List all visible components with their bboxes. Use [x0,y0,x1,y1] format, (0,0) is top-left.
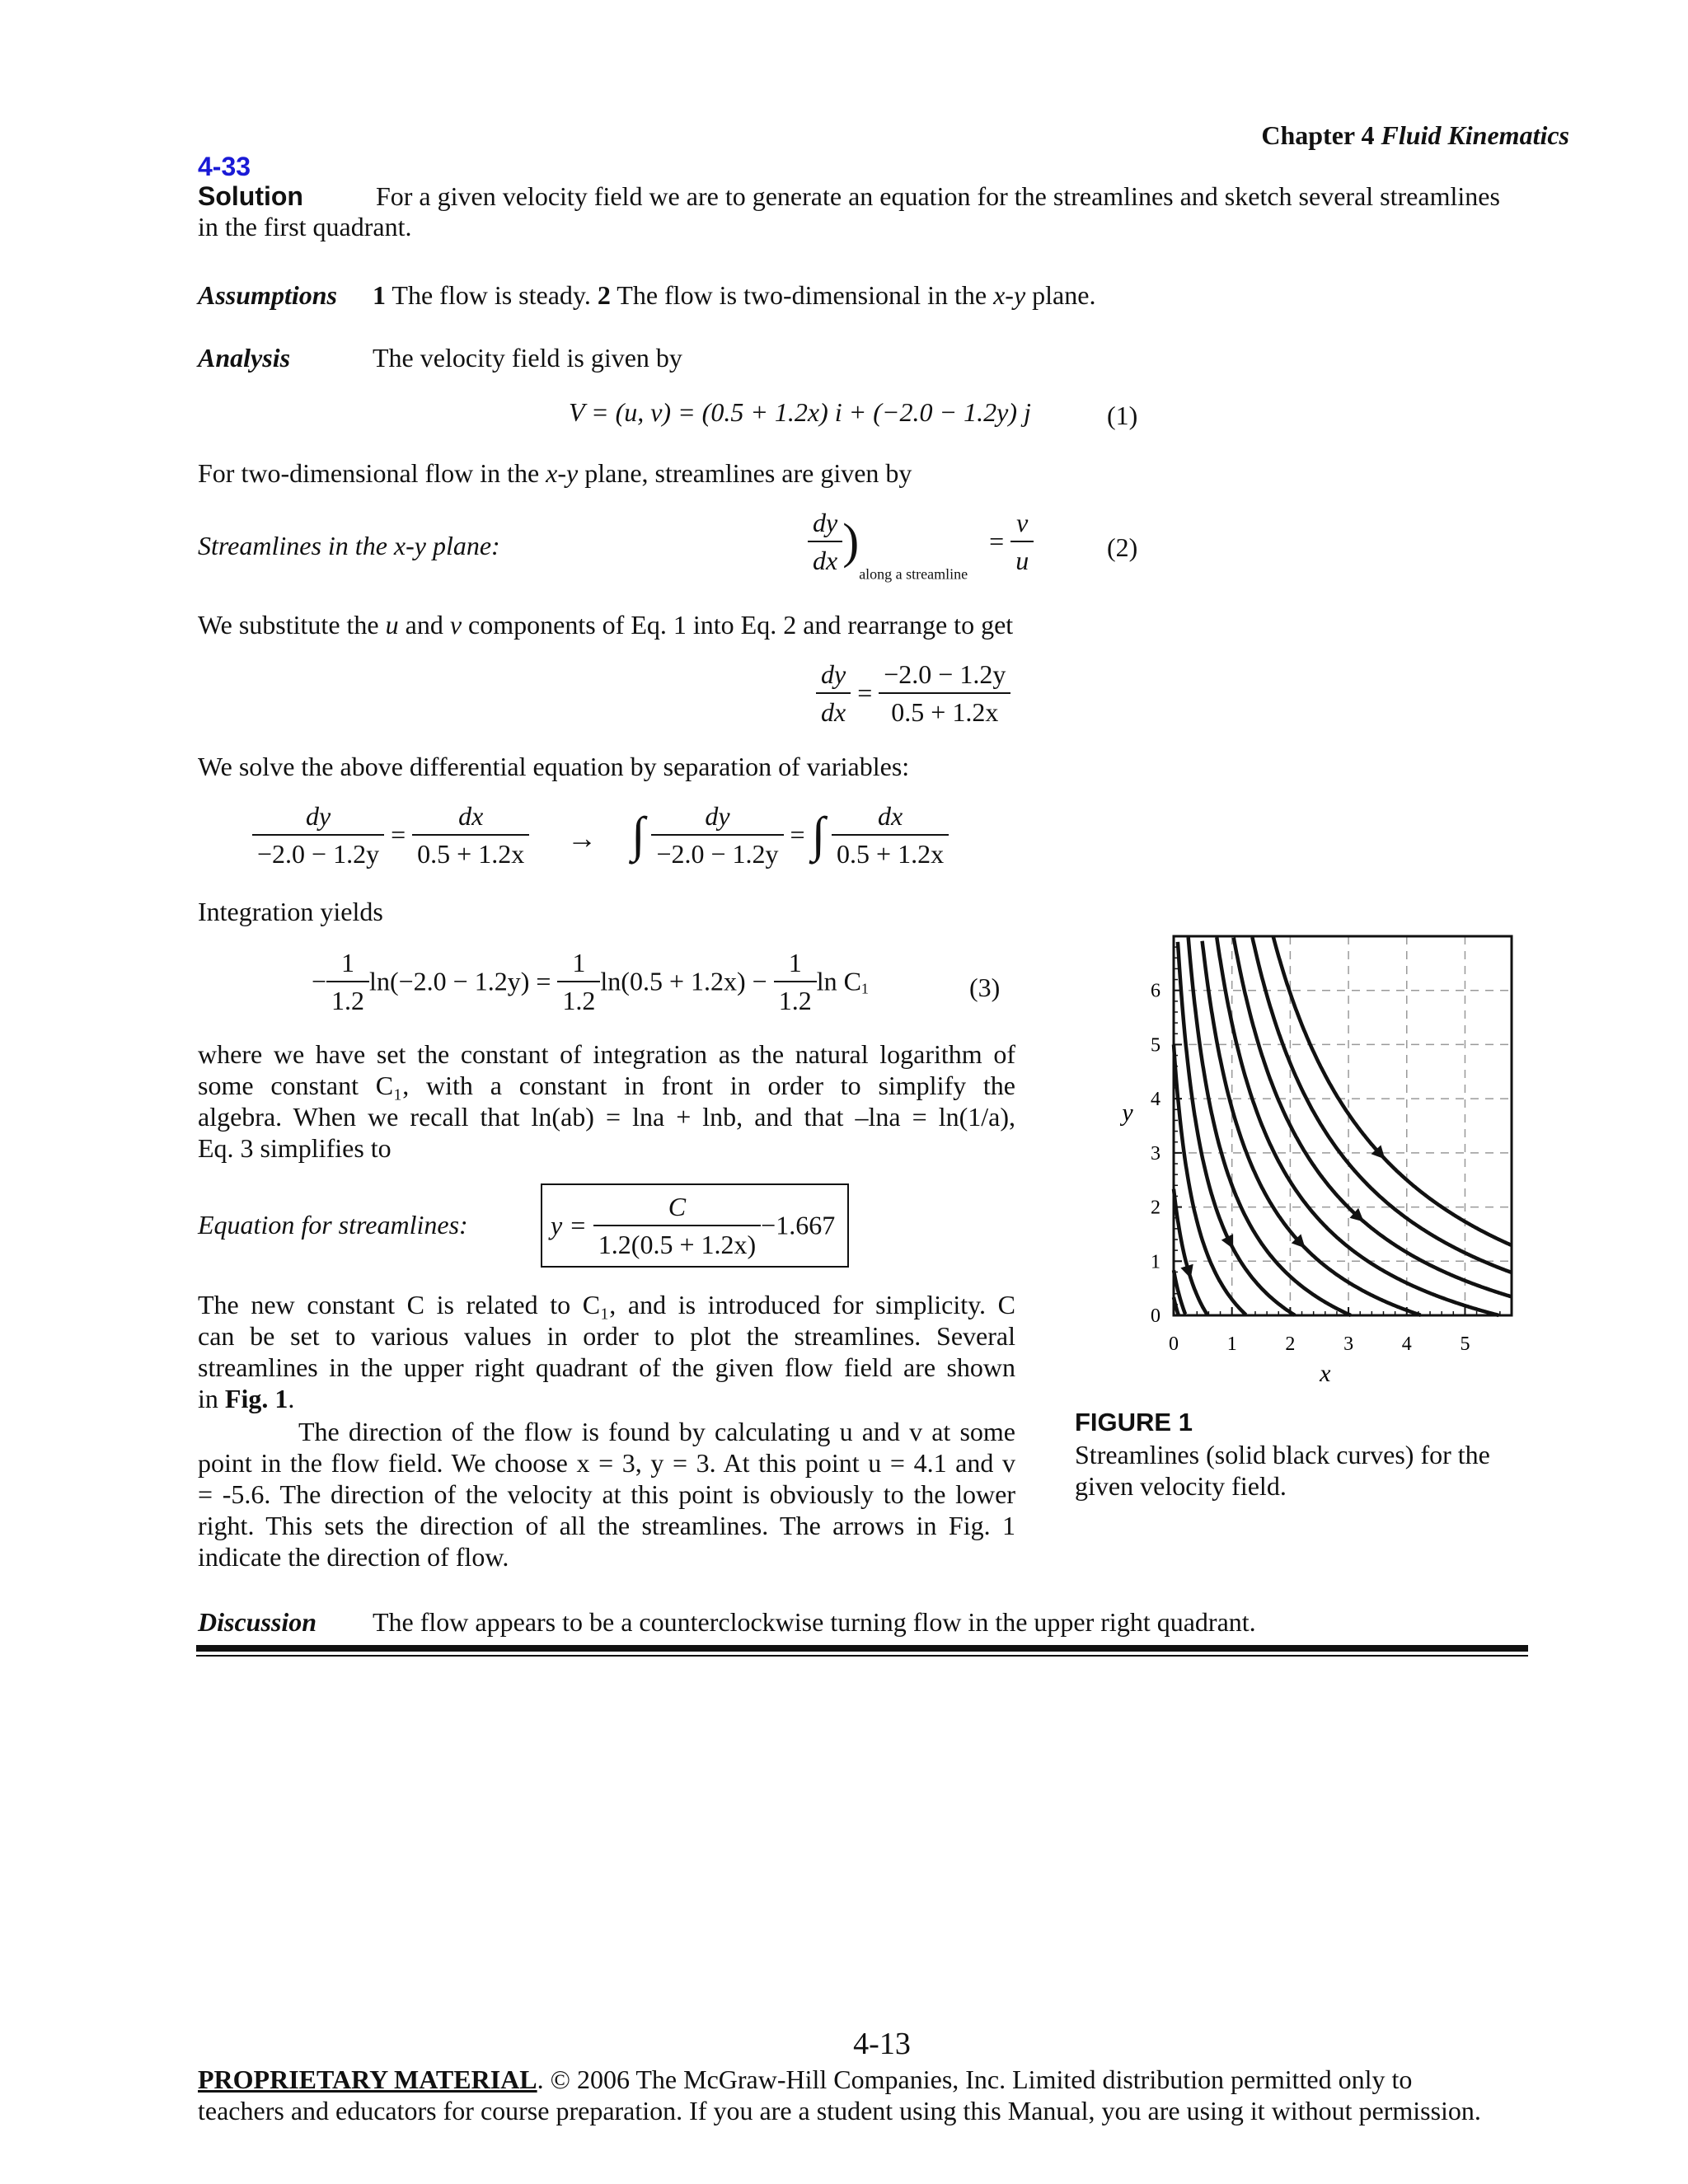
chart-curves [1174,937,1512,1315]
equation-2-equals: = [989,526,1005,556]
problem-number: 4-33 [198,152,251,181]
eq-int-left-num: dy [651,799,783,836]
eq3-frac-2-num: 1 [557,946,600,982]
streamline-curve [1189,937,1351,1315]
substitute-a: We substitute the [198,610,386,640]
final-eq-den: 1.2(0.5 + 1.2x) [598,1230,757,1259]
eq-sub-equals: = [857,677,873,708]
solution-block [198,181,1569,242]
streamline-curve [1203,941,1421,1315]
constant-line-2: can be set to various values in order to plot the streamlines. Several [198,1321,1015,1351]
equation-2-rhs-den: u [1015,546,1029,575]
substitute-b: and [398,610,450,640]
chart-ticks [1151,936,1512,1355]
substitute-c: components of Eq. 1 into Eq. 2 and rearrange to get [462,610,1014,640]
analysis-label: Analysis [198,343,291,373]
final-eq-frac [593,1190,761,1261]
eq-sub-lhs [816,658,851,729]
streamline-curve [1174,1045,1246,1315]
constant-line-1: The new constant C is related to C₁, and is introduced for simplicity. C [198,1290,1015,1319]
section-divider [196,1645,1528,1652]
assumption-1-number: 1 [373,280,386,310]
equation-integral [631,799,949,870]
footer-notice [198,2064,1569,2126]
streamline-intro-c: plane, streamlines are given by [578,458,912,488]
footer-line-1 [198,2064,1569,2095]
x-tick-label: 0 [1169,1333,1179,1355]
substitute-u: u [385,610,399,640]
assumption-2-number: 2 [597,280,611,310]
solution-text-cont: in the first quadrant. [198,212,412,241]
equation-2-lhs [808,506,842,577]
where-line-1: where we have set the constant of integration as the natural logarithm of [198,1039,1015,1069]
eq3-frac-3-den: 1.2 [778,986,812,1015]
eq3-frac-3 [774,946,817,1017]
eq-sub-lhs-num: dy [816,658,851,694]
eq-sub-rhs-den: 0.5 + 1.2x [891,697,999,727]
eq-int-left [651,799,783,870]
assumptions-text [373,280,1095,311]
assumptions [198,280,1096,311]
assumption-2-plane: x-y [993,280,1026,310]
section-divider-thin [196,1655,1528,1657]
eq3-frac-1-den: 1.2 [331,986,365,1015]
direction-paragraph [198,1416,1015,1572]
equation-1: V = (u, v) = (0.5 + 1.2x) i + (−2.0 − 1.2y) j [569,397,1031,427]
integral-sign-1: ∫ [631,807,645,862]
final-equation-label: Equation for streamlines: [198,1210,468,1240]
eq-sep-equals: = [391,819,406,850]
constant-paragraph [198,1289,1015,1414]
solution-text: For a given velocity field we are to generate an equation for the streamlines and sketch several streamlines [375,181,1500,211]
eq-int-right-den: 0.5 + 1.2x [837,839,945,869]
where-line-4: Eq. 3 simplifies to [198,1133,392,1163]
final-eq-num: C [593,1190,761,1226]
streamline-curve [1252,937,1512,1272]
y-tick-label: 6 [1151,980,1160,1002]
streamline-curve [1273,937,1512,1245]
constant-line-3: streamlines in the upper right quadrant of the given flow field are shown [198,1352,1015,1382]
eq-int-equals: = [790,819,805,850]
page-number: 4-13 [853,2027,911,2061]
eq3-frac-2 [557,946,600,1017]
figure-reference: Fig. 1 [224,1384,288,1413]
equation-2-number: (2) [1107,532,1138,562]
equation-separated [252,799,529,870]
direction-line-3: = -5.6. The direction of the velocity at this point is obviously to the lower [198,1479,1015,1509]
integration-text: Integration yields [198,897,383,926]
eq-sep-right-num: dx [412,799,529,836]
direction-line-1: The direction of the flow is found by calculating u and v at some [298,1417,1015,1446]
equation-3-number: (3) [969,972,1001,1002]
figure-caption-line-2: given velocity field. [1075,1471,1287,1501]
streamline-intro-plane: x-y [546,458,579,488]
proprietary-label: PROPRIETARY MATERIAL [198,2064,537,2094]
direction-line-4: right. This sets the direction of all the streamlines. The arrows in Fig. 1 [198,1511,1015,1540]
y-tick-label: 0 [1151,1305,1160,1327]
where-line-3: algebra. When we recall that ln(ab) = lna + lnb, and that –lna = ln(1/a), [198,1102,1015,1132]
x-tick-label: 3 [1343,1333,1354,1355]
final-eq-tail: −1.667 [761,1210,836,1240]
final-equation-box [541,1183,849,1268]
figure-caption-line-1: Streamlines (solid black curves) for the [1075,1440,1490,1469]
eq3-frac-1-num: 1 [326,946,369,982]
assumption-2: The flow is two-dimensional in the [610,280,994,310]
eq-sep-left-den: −2.0 − 1.2y [257,839,380,869]
equation-2-paren: ) [842,513,860,569]
equation-2-lhs-den: dx [813,546,838,575]
equation-3 [312,946,869,1017]
constant-line-4 [198,1383,1015,1414]
final-eq-lhs: y = [551,1210,587,1240]
y-tick-label: 3 [1151,1142,1160,1165]
streamline-chart [1104,923,1533,1385]
chapter-title: Fluid Kinematics [1381,120,1569,150]
x-tick-label: 2 [1285,1333,1296,1355]
discussion [198,1607,1256,1638]
eq3-frac-3-num: 1 [774,946,817,982]
analysis-text: The velocity field is given by [373,343,682,373]
constant-line-4-a: in [198,1384,225,1413]
equation-2 [808,506,1034,583]
equation-substituted [816,658,1010,729]
solution-label: Solution [198,181,303,211]
analysis [198,343,682,373]
substitute-v: v [449,610,462,640]
assumption-1: The flow is steady. [386,280,598,310]
separation-text: We solve the above differential equation by separation of variables: [198,752,910,781]
assumptions-label: Assumptions [198,280,337,310]
equation-1-number: (1) [1107,401,1138,430]
substitute-text [198,610,1013,640]
eq-sep-left [252,799,384,870]
eq3-frac-2-den: 1.2 [562,986,596,1015]
eq-sub-rhs-num: −2.0 − 1.2y [879,658,1010,694]
y-tick-label: 2 [1151,1197,1160,1219]
eq3-subscript: 1 [860,980,869,997]
eq-int-right-num: dx [832,799,949,836]
arrow-icon: → [567,822,597,855]
eq-int-left-den: −2.0 − 1.2y [656,839,779,869]
eq3-term-1: ln(−2.0 − 1.2y) = [369,966,551,996]
eq-sub-lhs-den: dx [821,697,846,727]
streamline-curve [1234,938,1512,1297]
direction-line-5: indicate the direction of flow. [198,1542,509,1572]
y-tick-label: 1 [1151,1251,1160,1273]
x-tick-label: 4 [1401,1333,1412,1355]
where-paragraph [198,1038,1015,1164]
streamline-intro [198,458,912,489]
discussion-text: The flow appears to be a counterclockwise turning flow in the upper right quadrant. [373,1607,1256,1637]
y-axis-label: y [1122,1099,1133,1127]
eq3-minus: − [312,966,327,996]
discussion-label: Discussion [198,1607,317,1637]
equation-2-rhs [1010,506,1034,577]
equation-2-label: Streamlines in the x-y plane: [198,531,500,560]
direction-line-2: point in the flow field. We choose x = 3, y = 3. At this point u = 4.1 and v [198,1448,1015,1478]
footer-text-1: . © 2006 The McGraw-Hill Companies, Inc. Limited distribution permitted only to [537,2064,1413,2094]
integral-sign-2: ∫ [811,807,826,862]
footer-line-2: teachers and educators for course preparation. If you are a student using this Manual, you are using it without permission. [198,2096,1481,2125]
y-tick-label: 5 [1151,1034,1160,1057]
where-line-2: some constant C₁, with a constant in front in order to simplify the [198,1071,1015,1100]
eq-sep-right-den: 0.5 + 1.2x [417,839,525,869]
constant-line-4-c: . [288,1384,295,1413]
eq-sep-left-num: dy [252,799,384,836]
x-tick-label: 1 [1226,1333,1237,1355]
eq3-term-3: ln C [816,966,861,996]
eq-sub-rhs [879,658,1010,729]
assumption-2-end: plane. [1025,280,1096,310]
figure-caption [1075,1439,1490,1502]
equation-2-subscript: along a streamline [859,565,968,583]
chapter-number: Chapter 4 [1261,120,1375,150]
eq-int-right [832,799,949,870]
eq-sep-right [412,799,529,870]
x-tick-label: 5 [1460,1333,1470,1355]
eq3-term-2: ln(0.5 + 1.2x) − [600,966,767,996]
equation-2-lhs-num: dy [808,506,842,542]
equation-2-rhs-num: v [1010,506,1034,542]
figure-label: FIGURE 1 [1075,1408,1193,1436]
x-axis-label: x [1320,1360,1331,1385]
chapter-header [1261,120,1569,151]
y-tick-label: 4 [1151,1089,1160,1111]
eq3-frac-1 [326,946,369,1017]
streamline-intro-a: For two-dimensional flow in the [198,458,546,488]
